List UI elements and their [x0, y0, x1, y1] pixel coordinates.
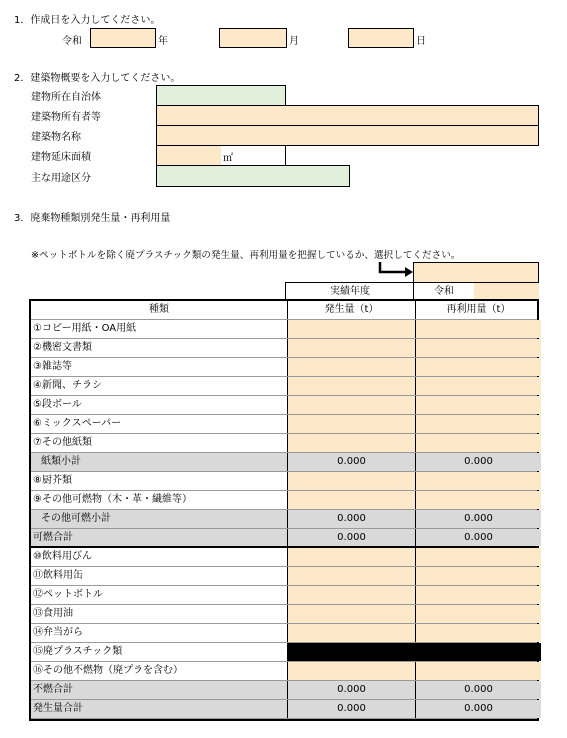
- owner-input[interactable]: [156, 105, 539, 126]
- generation-cell[interactable]: [287, 548, 415, 566]
- year-input[interactable]: [90, 28, 156, 48]
- table-row: [31, 377, 537, 396]
- row-label: ⑬食用油: [33, 608, 73, 619]
- plastic-note: ※ペットボトルを除く廃プラスチック類の発生量、再利用量を把握しているか、選択してください。: [31, 250, 461, 261]
- row-label: ⑫ペットボトル: [33, 589, 103, 600]
- table-row: [31, 415, 537, 434]
- reuse-cell[interactable]: [415, 434, 541, 452]
- floor-area-input[interactable]: [157, 146, 221, 165]
- row-label: ②機密文書類: [33, 342, 92, 353]
- table-row: [31, 643, 537, 662]
- reuse-cell[interactable]: [415, 605, 541, 623]
- generation-cell[interactable]: [287, 605, 415, 623]
- table-row: [31, 529, 537, 548]
- row-label: ⑪飲料用缶: [33, 570, 83, 581]
- col-reuse-header: 再利用量（t）: [415, 301, 541, 319]
- reuse-cell[interactable]: [415, 567, 541, 585]
- row-label: ③雑誌等: [33, 361, 72, 372]
- table-row: [31, 605, 537, 624]
- row-label: その他可燃小計: [41, 513, 111, 524]
- label-floor-area: 建物延床面積: [31, 152, 91, 163]
- plastic-select[interactable]: [413, 262, 539, 283]
- table-row: [31, 510, 537, 529]
- table-row: [31, 681, 537, 700]
- table-row: [31, 491, 537, 510]
- table-row: [31, 320, 537, 339]
- generation-cell: 0.000: [287, 529, 415, 546]
- reuse-cell[interactable]: [415, 396, 541, 414]
- row-label: ⑤段ボール: [33, 399, 82, 410]
- waste-table: [29, 299, 539, 721]
- row-label: ⑧厨芥類: [33, 475, 72, 486]
- day-input[interactable]: [348, 28, 414, 48]
- row-label: ⑮廃プラスチック類: [33, 646, 123, 657]
- generation-cell: 0.000: [287, 453, 415, 471]
- fiscal-year-label: 実績年度: [285, 282, 414, 300]
- row-label: 可燃合計: [33, 532, 73, 543]
- row-label: 不燃合計: [33, 684, 73, 695]
- label-municipality: 建物所在自治体: [31, 92, 101, 103]
- reuse-cell: 0.000: [415, 700, 541, 718]
- generation-cell[interactable]: [287, 491, 415, 509]
- reuse-cell: 0.000: [415, 510, 541, 528]
- reuse-cell[interactable]: [415, 415, 541, 433]
- era-label: 令和: [62, 36, 82, 47]
- table-row: [31, 453, 537, 472]
- label-usage: 主な用途区分: [31, 173, 91, 184]
- section1-heading: 1．作成日を入力してください。: [14, 15, 161, 26]
- table-row: [31, 700, 537, 719]
- label-building-name: 建築物名称: [31, 132, 81, 143]
- year-unit: 年: [158, 36, 168, 47]
- generation-cell: 0.000: [287, 510, 415, 528]
- row-label: ⑥ミックスペーパー: [33, 418, 122, 429]
- table-row: [31, 624, 537, 643]
- generation-cell[interactable]: [287, 396, 415, 414]
- month-unit: 月: [289, 36, 299, 47]
- reuse-cell[interactable]: [415, 472, 541, 490]
- fiscal-era-cell: [413, 282, 539, 300]
- table-row: [31, 434, 537, 453]
- generation-cell[interactable]: [287, 358, 415, 376]
- reuse-cell[interactable]: [415, 586, 541, 604]
- table-row: [31, 396, 537, 415]
- reuse-cell[interactable]: [415, 358, 541, 376]
- generation-cell[interactable]: [287, 415, 415, 433]
- table-row: [31, 548, 537, 567]
- col-type-header: 種類: [149, 304, 169, 315]
- municipality-select[interactable]: [156, 85, 286, 106]
- reuse-cell[interactable]: [415, 377, 541, 395]
- reuse-cell: 0.000: [415, 681, 541, 699]
- row-label: ⑦その他紙類: [33, 437, 92, 448]
- section2-heading: 2．建築物概要を入力してください。: [14, 73, 181, 84]
- reuse-cell[interactable]: [415, 339, 541, 357]
- building-name-input[interactable]: [156, 125, 539, 146]
- generation-cell[interactable]: [287, 624, 415, 642]
- generation-cell[interactable]: [287, 567, 415, 585]
- reuse-cell: [415, 643, 541, 661]
- reuse-cell[interactable]: [415, 491, 541, 509]
- fiscal-era-label: 令和: [434, 286, 454, 297]
- row-label: ⑭弁当がら: [33, 627, 83, 638]
- table-row: [31, 586, 537, 605]
- generation-cell: 0.000: [287, 700, 415, 718]
- row-label: ④新聞、チラシ: [33, 380, 102, 391]
- reuse-cell[interactable]: [415, 662, 541, 680]
- generation-cell[interactable]: [287, 339, 415, 357]
- row-label: 紙類小計: [41, 456, 81, 467]
- table-row: [31, 662, 537, 681]
- usage-select[interactable]: [156, 165, 350, 187]
- fiscal-year-input[interactable]: [474, 283, 539, 300]
- table-row: [31, 472, 537, 491]
- reuse-cell: 0.000: [415, 529, 541, 546]
- reuse-cell[interactable]: [415, 548, 541, 566]
- generation-cell[interactable]: [287, 662, 415, 680]
- row-label: ⑩飲料用びん: [33, 551, 92, 562]
- row-label: ⑨その他可燃物（木・革・繊維等）: [33, 494, 192, 505]
- day-unit: 日: [416, 36, 426, 47]
- area-unit: ㎡: [223, 153, 233, 164]
- table-body: [31, 320, 537, 719]
- table-row: [31, 567, 537, 586]
- generation-cell[interactable]: [287, 472, 415, 490]
- generation-cell: 0.000: [287, 681, 415, 699]
- row-label: 発生量合計: [33, 703, 83, 714]
- generation-cell[interactable]: [287, 586, 415, 604]
- label-owner: 建築物所有者等: [31, 112, 101, 123]
- table-header-row: [31, 301, 537, 320]
- generation-cell[interactable]: [287, 377, 415, 395]
- table-row: [31, 339, 537, 358]
- month-input[interactable]: [219, 28, 287, 48]
- row-label: ⑯その他不燃物（廃プラを含む）: [33, 665, 183, 676]
- floor-area-field: [156, 145, 286, 166]
- reuse-cell: 0.000: [415, 453, 541, 471]
- table-row: [31, 358, 537, 377]
- reuse-cell[interactable]: [415, 320, 541, 338]
- arrow-right-icon: [376, 260, 416, 280]
- col-generation-header: 発生量（t）: [287, 301, 415, 319]
- section3-heading: 3．廃棄物種類別発生量・再利用量: [14, 213, 171, 224]
- generation-cell[interactable]: [287, 320, 415, 338]
- reuse-cell[interactable]: [415, 624, 541, 642]
- row-label: ①コピー用紙・OA用紙: [33, 323, 137, 334]
- generation-cell[interactable]: [287, 434, 415, 452]
- generation-cell: [287, 643, 415, 661]
